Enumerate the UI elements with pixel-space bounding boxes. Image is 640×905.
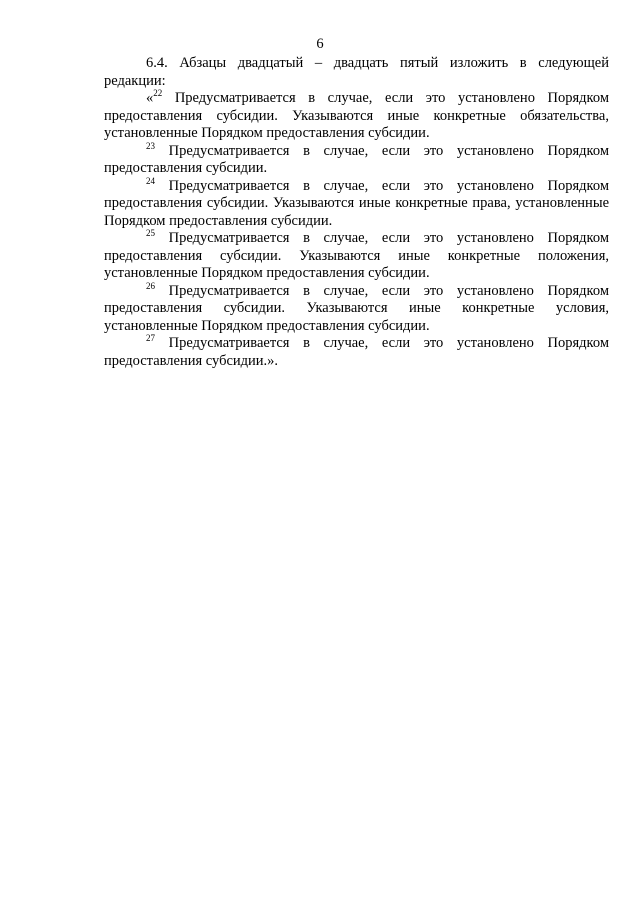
footnote-text: Предусматривается в случае, если это установлено Порядком предоставления субсидии. <box>104 142 609 176</box>
footnote-text: Предусматривается в случае, если это установлено Порядком предоставления субсидии. Указываются иные конкретные положения, установленные Порядком предоставления субсидии. <box>104 230 609 281</box>
footnote-marker: 25 <box>146 228 155 238</box>
footnote-marker: 27 <box>146 333 155 343</box>
footnote-26 <box>104 280 609 336</box>
footnote-27 <box>104 335 609 370</box>
footnote-marker: 23 <box>146 140 155 151</box>
footnote-marker: 22 <box>153 88 163 98</box>
document-body <box>104 55 609 370</box>
footnote-text: Предусматривается в случае, если это установлено Порядком предоставления субсидии. Указываются иные конкретные условия, установленные Порядком предоставления субсидии. <box>104 282 609 334</box>
page-number: 6 <box>316 36 324 52</box>
footnote-25 <box>104 230 609 283</box>
footnote-23 <box>104 140 609 178</box>
opening-quote: « <box>146 90 154 106</box>
amendment-intro: 6.4. Абзацы двадцатый – двадцать пятый изложить в следующей редакции: <box>104 55 609 89</box>
footnote-text: Предусматривается в случае, если это установлено Порядком предоставления субсидии. Указываются иные конкретные обязательства, установленные Порядком предоставления субсидии. <box>104 90 609 141</box>
footnote-24 <box>104 175 609 231</box>
footnote-text: Предусматривается в случае, если это установлено Порядком предоставления субсидии. Указываются иные конкретные права, установленные Порядком предоставления субсидии. <box>104 177 609 229</box>
footnote-marker: 24 <box>146 175 155 186</box>
footnote-22 <box>104 90 609 143</box>
footnote-text: Предусматривается в случае, если это установлено Порядком предоставления субсидии.». <box>104 335 609 369</box>
footnote-marker: 26 <box>146 280 155 291</box>
